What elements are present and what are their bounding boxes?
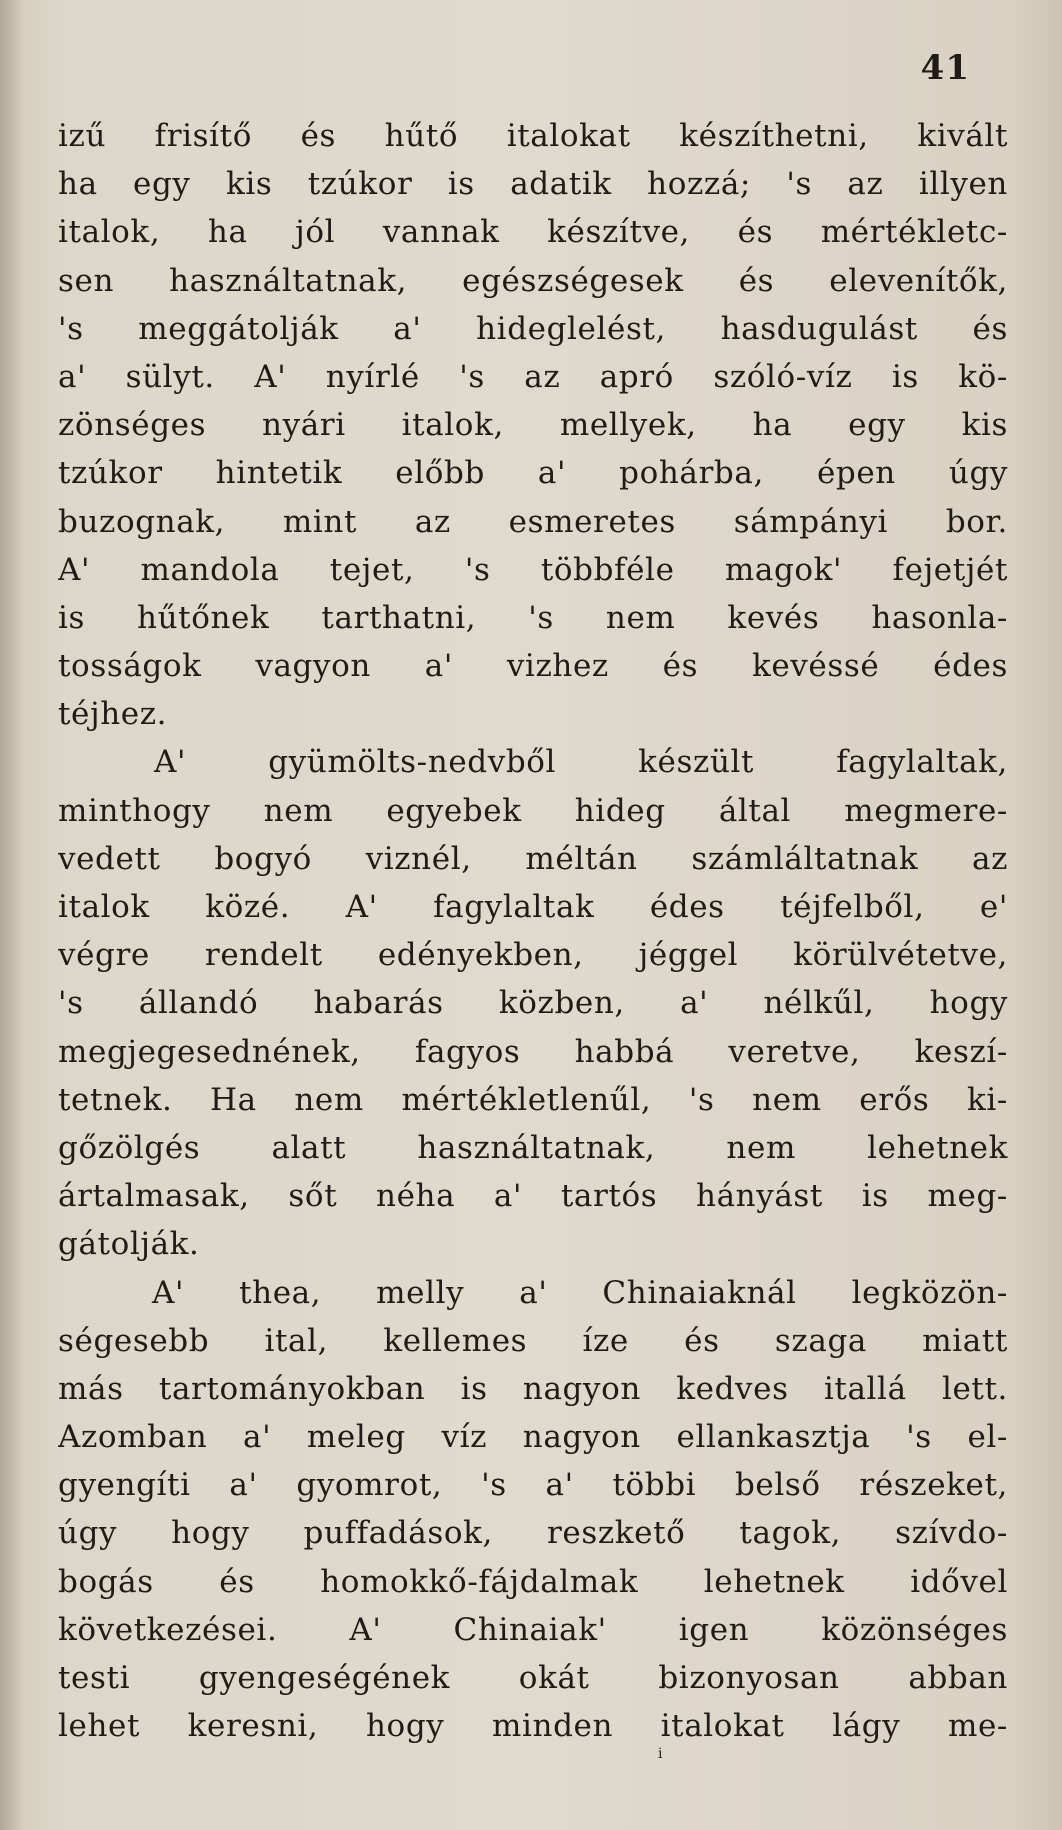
text-line: megjegesednének, fagyos habbá veretve, keszí-: [58, 1033, 1008, 1070]
text-line: testi gyengeségének okát bizonyosan abban: [58, 1660, 1008, 1696]
text-line: 's állandó habarás közben, a' nélkűl, hogy: [58, 985, 1008, 1022]
text-line: italok közé. A' fagylaltak édes téjfelből, e': [58, 889, 1008, 925]
text-line: vedett bogyó viznél, méltán számláltatnak az: [58, 840, 1008, 877]
text-line: buzognak, mint az esmeretes sámpányi bor.: [58, 503, 1008, 540]
text-line: lehet keresni, hogy minden italokat lágy me-: [58, 1708, 1008, 1745]
text-line: más tartományokban is nagyon kedves itallá lett.: [58, 1370, 1008, 1407]
paragraph-start-line: A' gyümölts-nedvből készült fagylaltak,: [154, 744, 1008, 781]
text-line: tosságok vagyon a' vizhez és kevéssé édes: [58, 648, 1008, 685]
signature-mark: i: [658, 1746, 663, 1762]
text-line: ártalmasak, sőt néha a' tartós hányást is meg-: [58, 1178, 1008, 1215]
text-line: italok, ha jól vannak készítve, és mértékletc-: [58, 214, 1008, 251]
text-line: téjhez.: [58, 696, 168, 733]
text-line: gőzölgés alatt használtatnak, nem lehetnek: [58, 1129, 1008, 1166]
paragraph-start-line: A' thea, melly a' Chinaiaknál legközön-: [152, 1274, 1008, 1311]
text-line: ségesebb ital, kellemes íze és szaga miatt: [58, 1322, 1008, 1359]
text-line: úgy hogy puffadások, reszkető tagok, szívdo-: [58, 1515, 1008, 1552]
text-line: A' mandola tejet, 's többféle magok' fejetjét: [58, 551, 1008, 588]
text-line: izű frisítő és hűtő italokat készíthetni, kivált: [58, 118, 1008, 154]
page-number: 41: [920, 48, 970, 88]
text-line: is hűtőnek tarthatni, 's nem kevés hasonla-: [58, 599, 1008, 636]
text-line: ha egy kis tzúkor is adatik hozzá; 's az illyen: [58, 166, 1008, 203]
text-line: következései. A' Chinaiak' igen közönséges: [58, 1611, 1008, 1648]
text-line: tzúkor hintetik előbb a' pohárba, épen úgy: [58, 455, 1008, 492]
text-line: gátolják.: [58, 1226, 200, 1263]
body-text: [58, 112, 1008, 1750]
text-line: tetnek. Ha nem mértékletlenűl, 's nem erős ki-: [58, 1081, 1008, 1118]
text-line: minthogy nem egyebek hideg által megmere-: [58, 792, 1008, 829]
text-line: zönséges nyári italok, mellyek, ha egy kis: [58, 407, 1008, 444]
text-line: sen használtatnak, egészségesek és elevenítők,: [58, 262, 1008, 299]
text-line: végre rendelt edényekben, jéggel körülvétetve,: [58, 937, 1008, 974]
text-line: a' sülyt. A' nyírlé 's az apró szóló-víz is kö-: [58, 358, 1008, 395]
text-line: 's meggátolják a' hideglelést, hasdugulást és: [58, 310, 1008, 347]
text-line: bogás és homokkő-fájdalmak lehetnek idővel: [58, 1563, 1008, 1600]
text-line: gyengíti a' gyomrot, 's a' többi belső részeket,: [58, 1467, 1008, 1504]
text-line: Azomban a' meleg víz nagyon ellankasztja 's el-: [58, 1419, 1008, 1456]
